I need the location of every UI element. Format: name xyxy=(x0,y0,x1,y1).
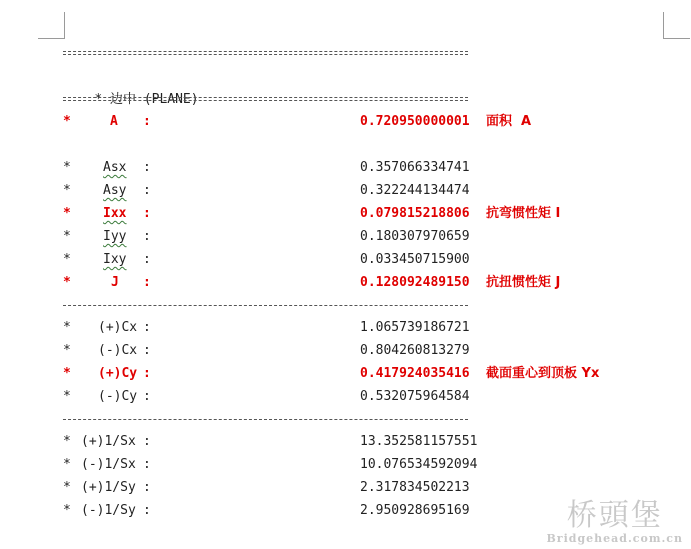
property-label xyxy=(103,225,126,248)
double-rule xyxy=(63,88,468,110)
property-group-inertia xyxy=(63,156,663,294)
property-value: 0.417924035416 xyxy=(360,366,470,381)
property-value: 1.065739186721 xyxy=(360,320,470,335)
property-label xyxy=(110,110,118,133)
row-bullet: * xyxy=(63,160,71,175)
property-value: 13.352581157551 xyxy=(360,434,478,449)
property-label xyxy=(81,476,136,499)
section-title xyxy=(63,64,663,107)
property-row xyxy=(63,248,663,271)
property-label-text: Asx xyxy=(103,160,127,175)
property-note: 面积 A xyxy=(486,114,532,129)
row-bullet: * xyxy=(63,389,71,404)
row-bullet: * xyxy=(63,503,71,518)
property-label-text: Ixy xyxy=(103,252,127,267)
property-label-text: A xyxy=(110,114,118,129)
property-row xyxy=(63,385,663,408)
property-separator: : xyxy=(143,389,151,404)
page-corner-mark-top-left xyxy=(38,12,65,39)
property-group-area xyxy=(63,110,663,133)
property-label xyxy=(103,248,126,271)
row-bullet: * xyxy=(63,183,71,198)
property-separator: : xyxy=(143,457,151,472)
property-separator: : xyxy=(143,343,151,358)
property-label-text: (-)Cy xyxy=(98,389,138,404)
row-bullet: * xyxy=(63,366,71,381)
property-label xyxy=(103,179,126,202)
row-bullet: * xyxy=(63,320,71,335)
property-label-text: Iyy xyxy=(103,229,127,244)
row-bullet: * xyxy=(63,343,71,358)
property-group-centroid xyxy=(63,316,663,408)
property-row xyxy=(63,179,663,202)
page-corner-mark-top-right xyxy=(663,12,690,39)
row-bullet: * xyxy=(63,252,71,267)
property-note: 抗扭惯性矩 J xyxy=(486,275,561,290)
row-bullet: * xyxy=(63,229,71,244)
blank-line xyxy=(63,133,663,156)
property-value: 0.128092489150 xyxy=(360,275,470,290)
property-row xyxy=(63,202,663,225)
property-label-text: (+)1/Sy xyxy=(81,480,136,495)
property-label xyxy=(103,202,126,225)
property-separator: : xyxy=(143,160,151,175)
property-value: 0.033450715900 xyxy=(360,252,470,267)
property-row xyxy=(63,453,663,476)
watermark-cn-text: 桥頭堡 xyxy=(566,498,663,533)
row-bullet: * xyxy=(63,480,71,495)
property-note: 抗弯惯性矩 I xyxy=(486,206,561,221)
property-row xyxy=(63,156,663,179)
property-separator: : xyxy=(143,252,151,267)
property-value: 0.079815218806 xyxy=(360,206,470,221)
property-row xyxy=(63,430,663,453)
property-value: 0.804260813279 xyxy=(360,343,470,358)
row-bullet: * xyxy=(63,206,71,221)
property-value: 2.317834502213 xyxy=(360,480,470,495)
property-value: 10.076534592094 xyxy=(360,457,478,472)
row-bullet: * xyxy=(63,275,71,290)
property-value: 0.532075964584 xyxy=(360,389,470,404)
property-row xyxy=(63,110,663,133)
property-value: 0.357066334741 xyxy=(360,160,470,175)
row-bullet: * xyxy=(63,457,71,472)
property-label-text: Ixx xyxy=(103,206,127,221)
property-separator: : xyxy=(143,229,151,244)
property-label xyxy=(98,339,137,362)
row-bullet: * xyxy=(63,434,71,449)
property-label-text: (+)1/Sx xyxy=(81,434,136,449)
property-separator: : xyxy=(143,206,151,221)
property-label-text: (-)1/Sy xyxy=(81,503,136,518)
property-separator: : xyxy=(143,114,151,129)
property-label-text: (-)1/Sx xyxy=(81,457,136,472)
property-note: 截面重心到顶板 Yx xyxy=(486,366,600,381)
property-value: 2.950928695169 xyxy=(360,503,470,518)
document-body xyxy=(63,42,663,522)
property-row xyxy=(63,225,663,248)
property-label-text: (-)Cx xyxy=(98,343,138,358)
row-bullet: * xyxy=(63,114,71,129)
property-separator: : xyxy=(143,503,151,518)
property-row xyxy=(63,362,663,385)
property-label xyxy=(81,430,136,453)
double-rule xyxy=(63,42,468,64)
property-row xyxy=(63,316,663,339)
property-label xyxy=(103,156,126,179)
property-label xyxy=(98,385,137,408)
property-separator: : xyxy=(143,480,151,495)
property-label-text: (+)Cx xyxy=(98,320,138,335)
property-label xyxy=(111,271,119,294)
property-separator: : xyxy=(143,183,151,198)
property-label-text: J xyxy=(111,275,119,290)
property-row xyxy=(63,339,663,362)
property-separator: : xyxy=(143,275,151,290)
property-label-text: Asy xyxy=(103,183,127,198)
single-rule xyxy=(63,294,468,316)
property-separator: : xyxy=(143,366,151,381)
property-row xyxy=(63,476,663,499)
section-title-text: * 边中 (PLANE) xyxy=(94,92,199,107)
watermark-en-text: Bridgehead.com.cn xyxy=(546,532,683,545)
property-value: 0.180307970659 xyxy=(360,229,470,244)
property-label xyxy=(98,362,137,385)
property-value: 0.720950000001 xyxy=(360,114,470,129)
property-label-text: (+)Cy xyxy=(98,366,138,381)
property-row xyxy=(63,271,663,294)
property-value: 0.322244134474 xyxy=(360,183,470,198)
property-label xyxy=(81,453,136,476)
single-rule xyxy=(63,408,468,430)
property-separator: : xyxy=(143,434,151,449)
watermark-logo xyxy=(547,499,684,545)
property-label xyxy=(98,316,137,339)
property-label xyxy=(81,499,136,522)
property-separator: : xyxy=(143,320,151,335)
